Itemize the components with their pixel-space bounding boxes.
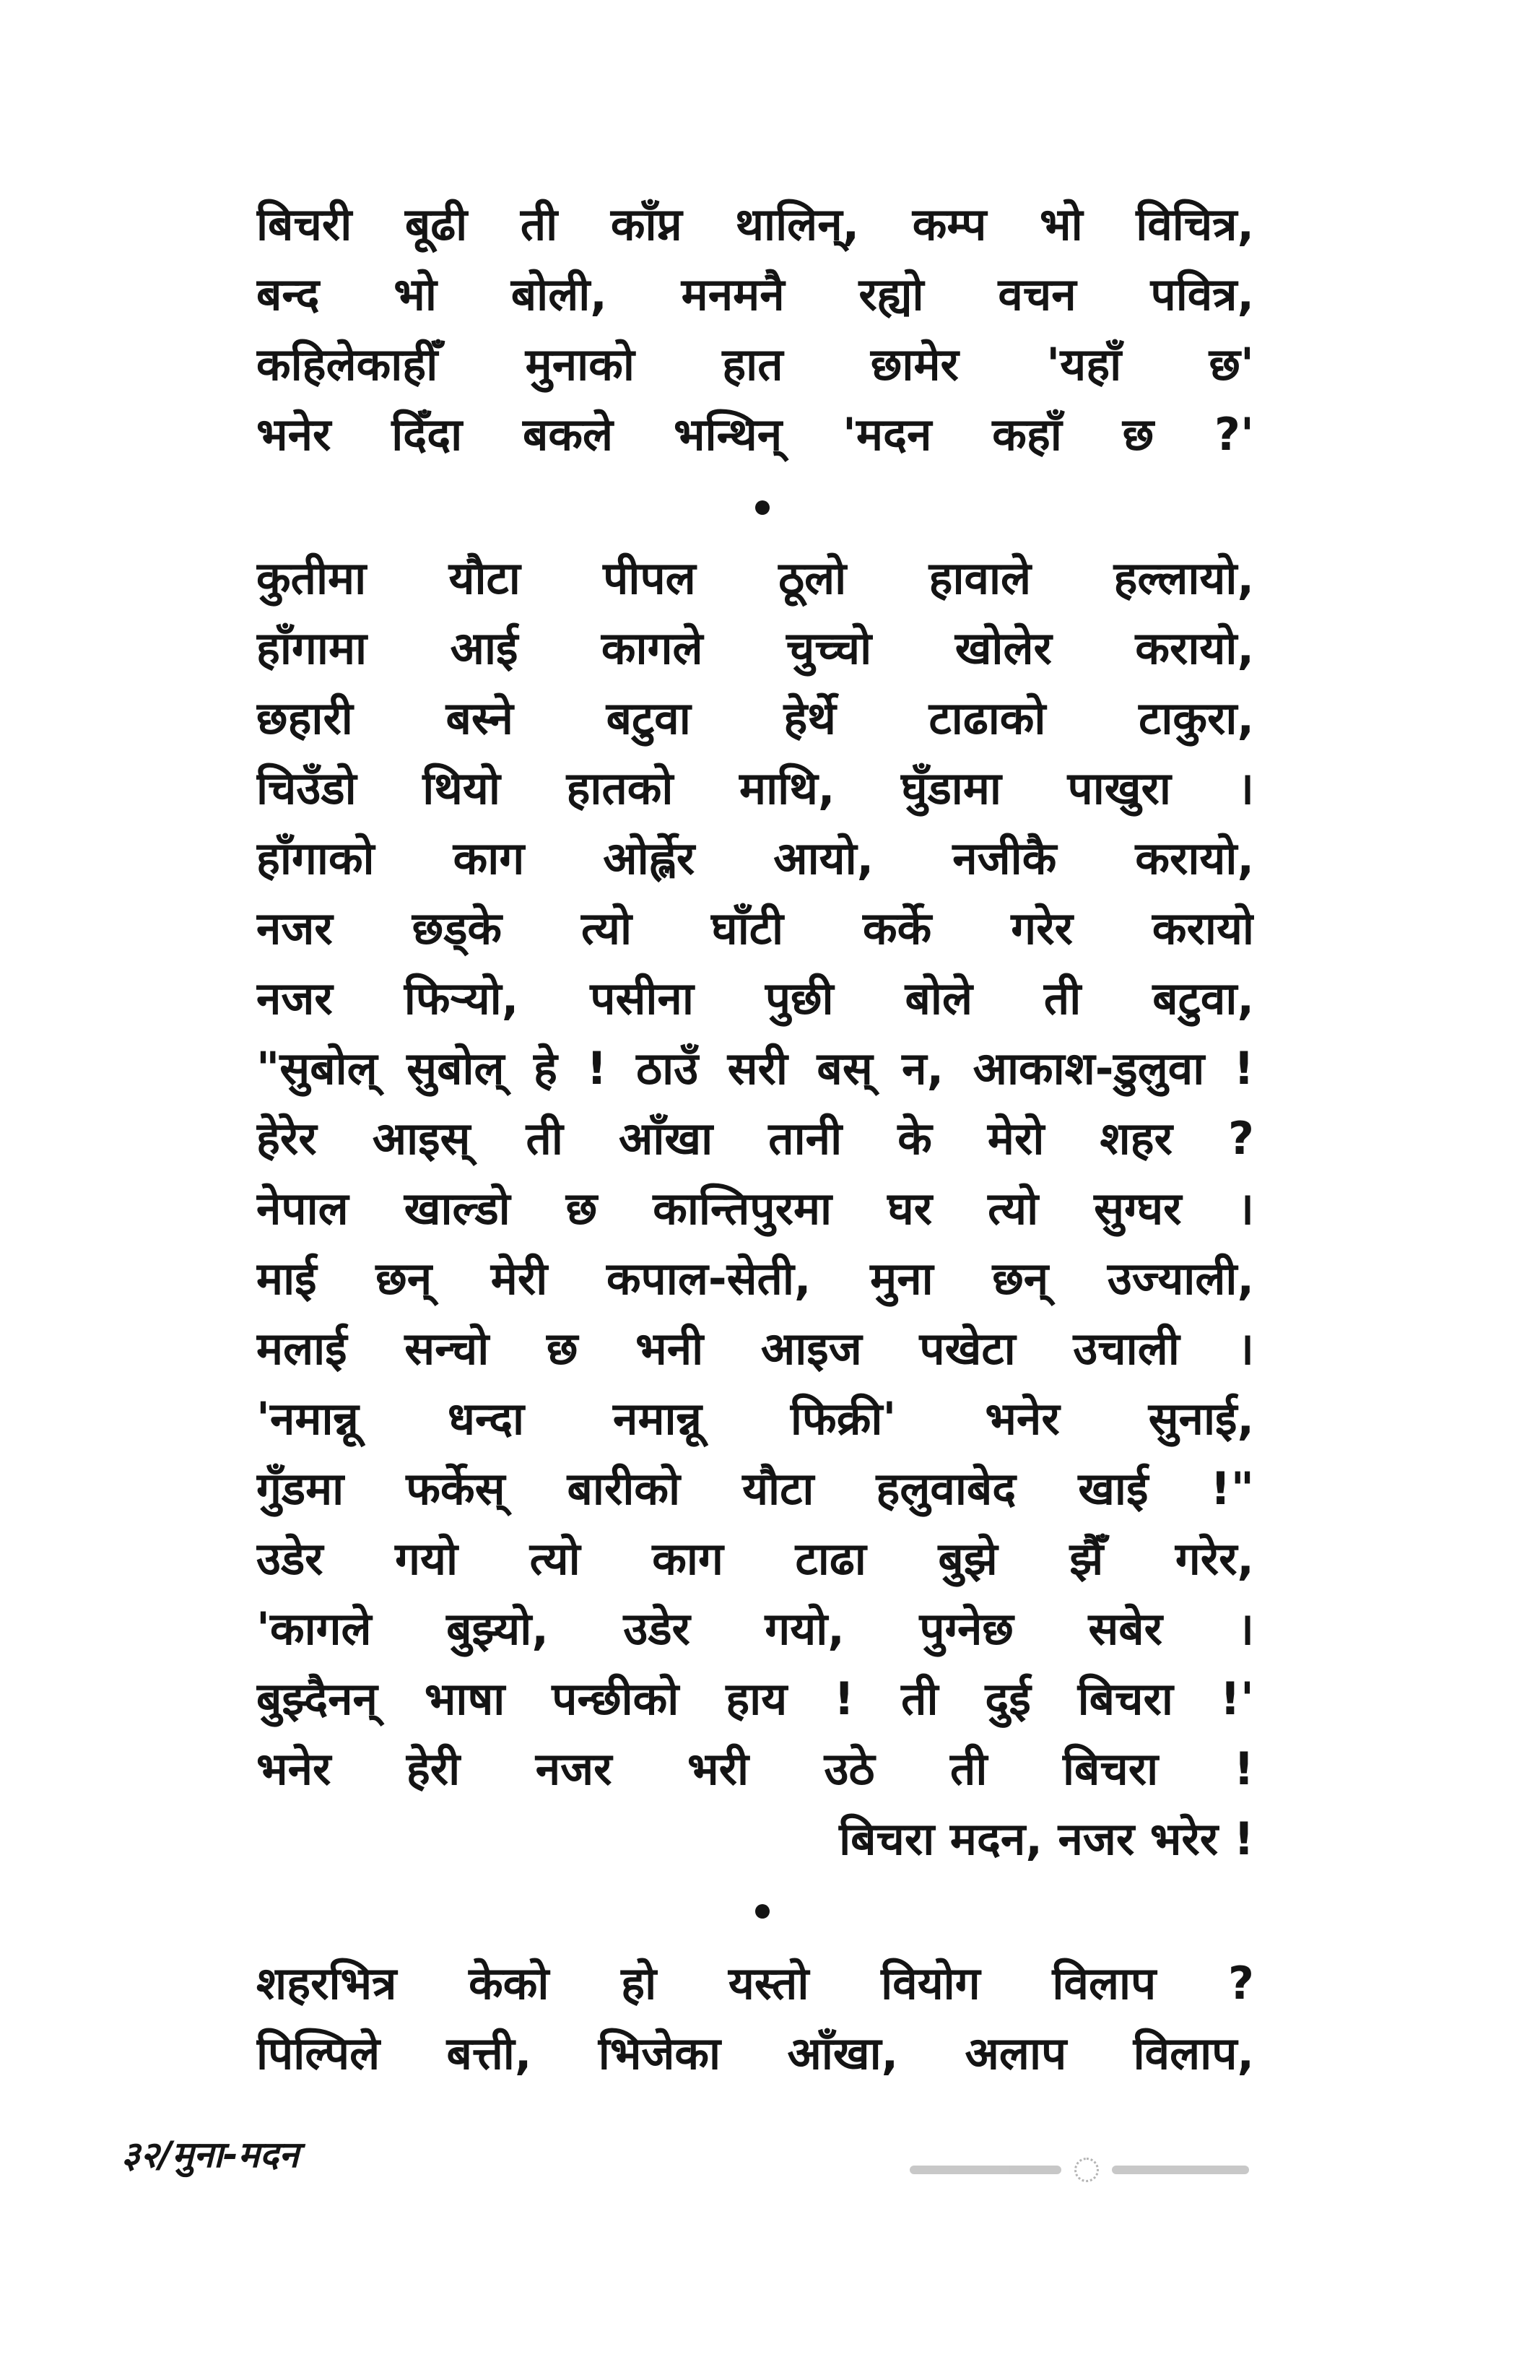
- verse-line: नजर छड्के त्यो घाँटी कर्के गरेर करायो: [256, 902, 1254, 955]
- verse-line: "सुबोल् सुबोल् हे ! ठाउँ सरी बस् न, आकाश-डुलुवा !: [256, 1042, 1254, 1095]
- stanza-1: [256, 189, 1254, 469]
- verse-closing-line: बिचरा मदन, नजर भरेर !: [839, 1812, 1254, 1865]
- verse-line: नेपाल खाल्डो छ कान्तिपुरमा घर त्यो सुग्घर ।: [256, 1182, 1254, 1235]
- verse-line: नजर फिऱ्यो, पसीना पुछी बोले ती बटुवा,: [256, 972, 1254, 1025]
- verse-line: चिउँडो थियो हातको माथि, घुँडामा पाखुरा ।: [256, 762, 1254, 815]
- verse-line: बिचरी बूढी ती काँप्न थालिन्, कम्प भो विचित्र,: [256, 198, 1254, 251]
- stanza-separator: [755, 1904, 770, 1919]
- verse-line: बन्द भो बोली, मनमनै रह्यो वचन पवित्र,: [256, 268, 1254, 321]
- verse-line: हेरेर आइस् ती आँखा तानी के मेरो शहर ?: [256, 1112, 1254, 1165]
- imprint-text-smudge: [1112, 2166, 1249, 2174]
- verse-line: छहारी बस्ने बटुवा हेर्थे टाढाको टाकुरा,: [256, 692, 1254, 744]
- verse-line: 'कागले बुझ्यो, उडेर गयो, पुग्नेछ सबेर ।: [256, 1602, 1254, 1655]
- stanza-3: [256, 1948, 1254, 2088]
- verse-line: कहिलेकाहीँ मुनाको हात छामेर 'यहाँ छ': [256, 338, 1254, 391]
- verse-line: उडेर गयो त्यो काग टाढा बुझे झैँ गरेर,: [256, 1532, 1254, 1585]
- verse-line: मलाई सन्चो छ भनी आइज पखेटा उचाली ।: [256, 1322, 1254, 1375]
- verse-line: भनेर दिँदा बकले भन्थिन् 'मदन कहाँ छ ?': [256, 408, 1254, 461]
- verse-line: बुझ्दैनन् भाषा पन्छीको हाय ! ती दुई बिचरा !': [256, 1672, 1254, 1725]
- verse-line: हाँगामा आई कागले चुच्चो खोलेर करायो,: [256, 622, 1254, 674]
- verse-line: शहरभित्र केको हो यस्तो वियोग विलाप ?: [256, 1957, 1254, 2010]
- verse-line: हाँगाको काग ओर्ह्लेर आयो, नजीकै करायो,: [256, 832, 1254, 885]
- verse-line: कुतीमा यौटा पीपल ठूलो हावाले हल्लायो,: [256, 552, 1254, 604]
- verse-line: 'नमान्नू धन्दा नमान्नू फिक्री' भनेर सुनाई,: [256, 1392, 1254, 1445]
- verse-line: भनेर हेरी नजर भरी उठे ती बिचरा !: [256, 1742, 1254, 1795]
- stanza-2: [256, 543, 1254, 1874]
- verse-line: माई छन् मेरी कपाल-सेती, मुना छन् उज्याली,: [256, 1252, 1254, 1305]
- imprint-text-smudge: [910, 2166, 1061, 2174]
- stanza-separator: [755, 500, 770, 515]
- page-number-label: ३२/मुना-मदन: [121, 2134, 299, 2176]
- verse-line: पिल्पिले बत्ती, भिजेका आँखा, अलाप विलाप,: [256, 2027, 1254, 2080]
- verse-line: गुँडमा फर्केस् बारीको यौटा हलुवाबेद खाई !": [256, 1462, 1254, 1515]
- flower-logo-icon: [1074, 2158, 1099, 2182]
- publisher-imprint: [910, 2158, 1256, 2182]
